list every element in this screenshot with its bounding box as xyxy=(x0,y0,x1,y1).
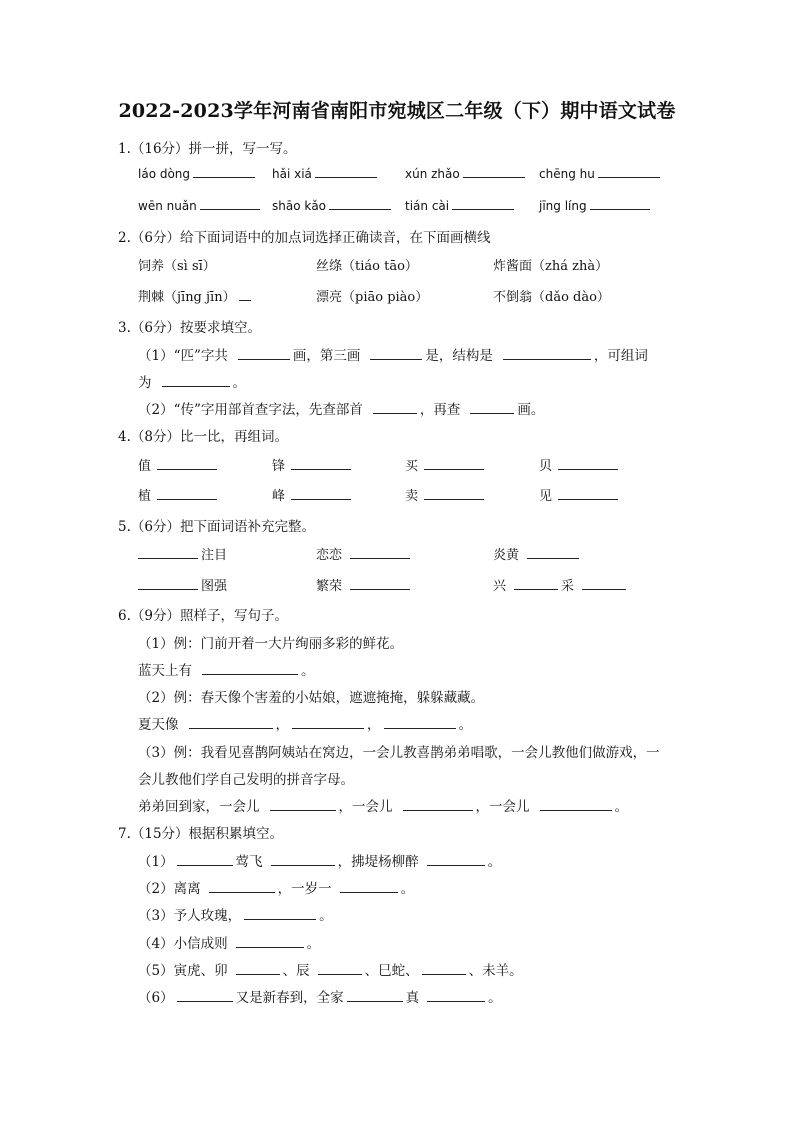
q7-line-4: （4）小信成则 。 xyxy=(138,936,321,952)
answer-blank[interactable] xyxy=(200,197,260,210)
answer-blank[interactable] xyxy=(238,347,290,360)
answer-blank[interactable] xyxy=(177,989,233,1002)
q4-header: 4.（8分）比一比，再组词。 xyxy=(118,429,288,445)
q2-item[interactable]: 不倒翁（dǎo dào） xyxy=(493,290,610,305)
answer-blank[interactable] xyxy=(291,487,351,500)
answer-blank[interactable] xyxy=(427,853,485,866)
q7-line-3: （3）予人玫瑰， 。 xyxy=(138,908,333,924)
q5-item: 注目 xyxy=(138,544,227,563)
answer-blank[interactable] xyxy=(424,457,484,470)
answer-blank[interactable] xyxy=(239,288,251,301)
q6-example-2: （2）例：春天像个害羞的小姑娘，遮遮掩掩，躲躲藏藏。 xyxy=(138,690,485,706)
q5-row-2 xyxy=(0,575,794,595)
answer-blank[interactable] xyxy=(527,546,579,559)
answer-blank[interactable] xyxy=(138,546,198,559)
answer-blank[interactable] xyxy=(373,401,417,414)
q1-row-2 xyxy=(0,197,794,217)
q4-row-1 xyxy=(0,455,794,475)
answer-blank[interactable] xyxy=(598,165,660,178)
q2-item[interactable]: 漂亮（piāo piào） xyxy=(316,290,429,305)
q7-header: 7.（15分）根据积累填空。 xyxy=(118,826,284,842)
q4-item: 值 xyxy=(138,455,220,474)
q1-item: wēn nuǎn xyxy=(138,197,263,213)
q4-item: 锋 xyxy=(272,455,354,474)
answer-blank[interactable] xyxy=(329,197,391,210)
answer-blank[interactable] xyxy=(270,798,336,811)
answer-blank[interactable] xyxy=(350,546,410,559)
answer-blank[interactable] xyxy=(590,197,650,210)
q5-item: 炎黄 xyxy=(493,544,582,563)
q5-item: 图强 xyxy=(138,575,227,594)
q6-example-3: （3）例：我看见喜鹊阿姨站在窝边，一会儿教喜鹊弟弟唱歌，一会儿教他们做游戏，一 xyxy=(138,745,660,761)
answer-blank[interactable] xyxy=(236,935,304,948)
answer-blank[interactable] xyxy=(315,165,377,178)
answer-blank[interactable] xyxy=(138,577,198,590)
q1-item: xún zhǎo xyxy=(405,165,528,181)
q4-item: 卖 xyxy=(405,485,487,504)
q4-item: 植 xyxy=(138,485,220,504)
q4-item: 峰 xyxy=(272,485,354,504)
q1-header: 1.（16分）拼一拼，写一写。 xyxy=(118,141,297,157)
q3-sub1-cont: 为 。 xyxy=(138,375,246,391)
answer-blank[interactable] xyxy=(540,798,612,811)
q4-item: 见 xyxy=(539,485,621,504)
answer-blank[interactable] xyxy=(463,165,525,178)
answer-blank[interactable] xyxy=(514,577,558,590)
q7-line-2: （2）离离 ，一岁一 。 xyxy=(138,881,415,897)
q1-item: shāo kǎo xyxy=(272,197,394,213)
q3-sub2: （2）“传”字用部首查字法，先查部首 ，再查 画。 xyxy=(138,402,545,418)
q1-item: jīng líng xyxy=(539,197,653,213)
answer-blank[interactable] xyxy=(318,962,362,975)
answer-blank[interactable] xyxy=(292,716,364,729)
q5-item: 恋恋 xyxy=(316,544,413,563)
answer-blank[interactable] xyxy=(162,374,230,387)
q4-item: 贝 xyxy=(539,455,621,474)
answer-blank[interactable] xyxy=(209,880,275,893)
q2-header: 2.（6分）给下面词语中的加点词选择正确读音，在下面画横线 xyxy=(118,230,491,246)
exam-title: 2022-2023学年河南省南阳市宛城区二年级（下）期中语文试卷 xyxy=(118,100,676,122)
answer-blank[interactable] xyxy=(558,487,618,500)
answer-blank[interactable] xyxy=(503,347,591,360)
answer-blank[interactable] xyxy=(157,487,217,500)
q4-row-2 xyxy=(0,485,794,505)
q6-answer-2: 夏天像 ， ， 。 xyxy=(138,717,472,733)
q3-sub1: （1）“匹”字共 画，第三画 是，结构是 ，可组词 xyxy=(138,348,648,364)
answer-blank[interactable] xyxy=(384,716,456,729)
answer-blank[interactable] xyxy=(582,577,626,590)
q4-item: 买 xyxy=(405,455,487,474)
answer-blank[interactable] xyxy=(427,989,485,1002)
answer-blank[interactable] xyxy=(350,577,410,590)
answer-blank[interactable] xyxy=(291,457,351,470)
q5-row-1 xyxy=(0,544,794,564)
answer-blank[interactable] xyxy=(403,798,473,811)
q1-item: tián cài xyxy=(405,197,517,213)
q2-item[interactable]: 饲养（sì sī） xyxy=(138,259,216,274)
q1-item: chēng hu xyxy=(539,165,663,181)
answer-blank[interactable] xyxy=(177,853,233,866)
q1-row-1 xyxy=(0,165,794,185)
q5-header: 5.（6分）把下面词语补充完整。 xyxy=(118,519,315,535)
answer-blank[interactable] xyxy=(202,662,298,675)
q6-header: 6.（9分）照样子，写句子。 xyxy=(118,608,288,624)
answer-blank[interactable] xyxy=(470,401,514,414)
answer-blank[interactable] xyxy=(157,457,217,470)
answer-blank[interactable] xyxy=(236,962,280,975)
q6-answer-3: 弟弟回到家，一会儿 ，一会儿 ，一会儿 。 xyxy=(138,799,628,815)
answer-blank[interactable] xyxy=(422,962,466,975)
answer-blank[interactable] xyxy=(370,347,422,360)
answer-blank[interactable] xyxy=(189,716,273,729)
answer-blank[interactable] xyxy=(424,487,484,500)
q6-example-1: （1）例：门前开着一大片绚丽多彩的鲜花。 xyxy=(138,636,404,652)
answer-blank[interactable] xyxy=(244,907,316,920)
q2-item[interactable]: 荆棘（jīng jīn） xyxy=(138,286,254,305)
q3-header: 3.（6分）按要求填空。 xyxy=(118,320,261,336)
answer-blank[interactable] xyxy=(347,989,403,1002)
q2-row-1 xyxy=(0,255,794,275)
q7-line-5: （5）寅虎、卯 、辰 、巳蛇、 、未羊。 xyxy=(138,963,523,979)
q6-example-3-cont: 会儿教他们学自己发明的拼音字母。 xyxy=(138,772,354,788)
q5-item: 兴 采 xyxy=(493,575,629,594)
q2-item[interactable]: 丝绦（tiáo tāo） xyxy=(316,259,418,274)
answer-blank[interactable] xyxy=(558,457,618,470)
q1-item: láo dòng xyxy=(138,165,258,181)
q1-item: hǎi xiá xyxy=(272,165,380,181)
q5-item: 繁荣 xyxy=(316,575,413,594)
q2-item[interactable]: 炸酱面（zhá zhà） xyxy=(493,259,609,274)
q2-row-2 xyxy=(0,286,794,306)
answer-blank[interactable] xyxy=(271,853,335,866)
q7-line-1: （1） 莺飞 ，拂堤杨柳醉 。 xyxy=(138,854,502,870)
q6-answer-1: 蓝天上有 。 xyxy=(138,663,315,679)
q7-line-6: （6） 又是新春到，全家 真 。 xyxy=(138,990,502,1006)
answer-blank[interactable] xyxy=(340,880,398,893)
answer-blank[interactable] xyxy=(193,165,255,178)
answer-blank[interactable] xyxy=(452,197,514,210)
